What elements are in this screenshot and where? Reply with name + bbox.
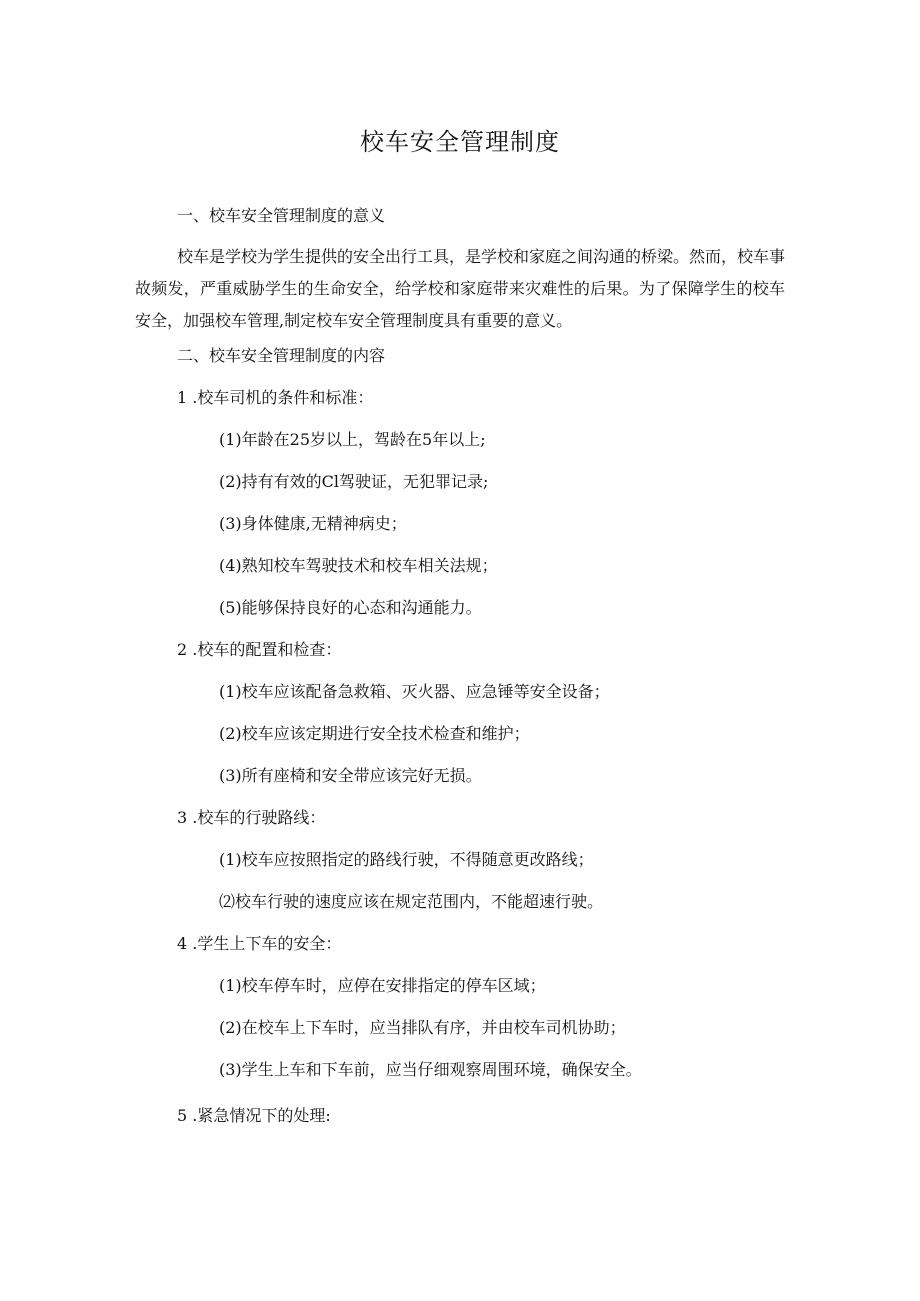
list-item: (5)能够保持良好的心态和沟通能力。: [219, 598, 482, 617]
subsection-heading-route: 3 .校车的行驶路线：: [177, 808, 326, 827]
subsection-heading-driver: 1 .校车司机的条件和标准：: [177, 388, 374, 407]
subsection-heading-boarding: 4 .学生上下车的安全：: [177, 934, 342, 953]
subsection-heading-configuration: 2 .校车的配置和检查：: [177, 640, 342, 659]
section-heading-significance: 一、校车安全管理制度的意义: [177, 206, 386, 225]
list-item: (1)校车应按照指定的路线行驶，不得随意更改路线；: [219, 850, 594, 869]
list-item: (2)在校车上下车时，应当排队有序，并由校车司机协助；: [219, 1018, 626, 1037]
list-item: (3)所有座椅和安全带应该完好无损。: [219, 766, 482, 785]
list-item: (3)学生上车和下车前，应当仔细观察周围环境，确保安全。: [219, 1060, 642, 1079]
subsection-heading-emergency: 5 .紧急情况下的处理:: [177, 1106, 331, 1125]
section-heading-content: 二、校车安全管理制度的内容: [177, 346, 386, 365]
list-item: (2)持有有效的Cl驾驶证，无犯罪记录;: [219, 472, 489, 491]
list-item: (1)校车停车时，应停在安排指定的停车区域；: [219, 976, 546, 995]
significance-paragraph-text: 校车是学校为学生提供的安全出行工具，是学校和家庭之间沟通的桥梁。然而，校车事故频发，严重威胁学生的生命安全，给学校和家庭带来灾难性的后果。为了保障学生的校车安全，加强校车管理,制定校车安全管理制度具有重要的意义。: [135, 247, 786, 330]
list-item: (3)身体健康,无精神病史；: [219, 514, 407, 533]
significance-paragraph: [135, 241, 785, 337]
list-item: (1)校车应该配备急救箱、灭火器、应急锤等安全设备；: [219, 682, 610, 701]
list-item: (1)年龄在25岁以上，驾龄在5年以上;: [219, 430, 486, 449]
page-title: 校车安全管理制度: [360, 128, 560, 156]
list-item: (4)熟知校车驾驶技术和校车相关法规；: [219, 556, 498, 575]
list-item: ⑵校车行驶的速度应该在规定范围内，不能超速行驶。: [219, 892, 604, 911]
list-item: (2)校车应该定期进行安全技术检查和维护；: [219, 724, 530, 743]
